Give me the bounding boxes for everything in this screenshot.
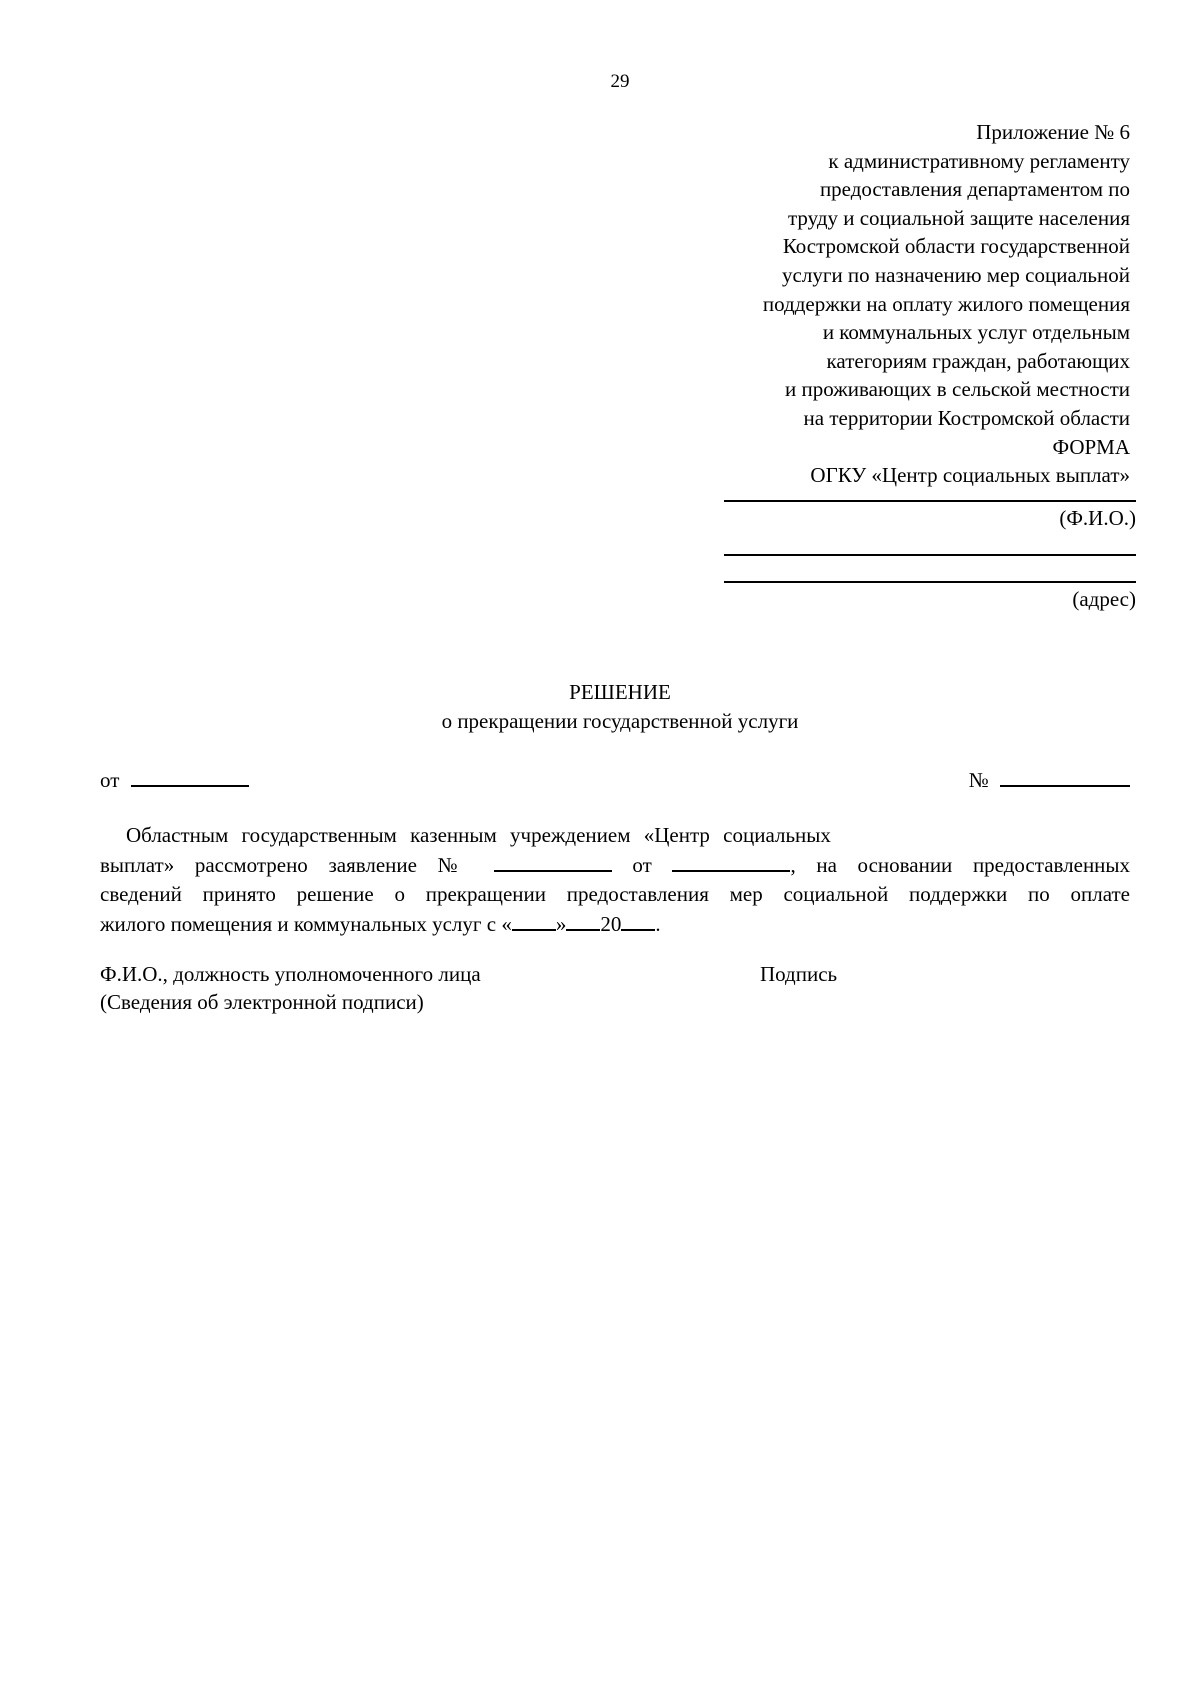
appendix-line: и коммунальных услуг отдельным xyxy=(822,320,1130,345)
e-signature-info: (Сведения об электронной подписи) xyxy=(100,990,424,1014)
body-text-segment: жилого помещения и коммунальных услуг с « xyxy=(100,912,512,936)
body-text-segment: . xyxy=(655,912,661,936)
number-blank xyxy=(1000,765,1130,787)
appendix-line: поддержки на оплату жилого помещения xyxy=(762,291,1130,316)
body-text-segment: » xyxy=(555,912,567,936)
appendix-line: Приложение № 6 xyxy=(976,120,1130,144)
appendix-line: Костромской области государственной xyxy=(782,234,1130,259)
year-blank xyxy=(621,909,655,931)
application-date-blank xyxy=(672,850,790,872)
number-field xyxy=(969,765,1130,793)
appendix-line: и проживающих в сельской местности xyxy=(785,377,1130,402)
signature-row xyxy=(100,960,1000,988)
body-line-3: сведений принято решение о прекращении предоставления мер социальной поддержки по оплате xyxy=(100,882,1130,906)
decision-body xyxy=(100,821,1130,939)
address-line-1 xyxy=(724,554,1136,556)
signature-block xyxy=(100,960,1000,1016)
body-line-4 xyxy=(100,909,1130,939)
official-label: Ф.И.О., должность уполномоченного лица xyxy=(100,962,481,986)
number-label: № xyxy=(968,768,989,792)
address-caption: (адрес) xyxy=(1072,587,1136,611)
application-number-blank xyxy=(494,850,612,872)
body-text-segment: , на основании предоставленных xyxy=(790,853,1131,877)
body-text-segment: выплат» рассмотрено заявление № xyxy=(100,853,474,877)
from-label: от xyxy=(100,768,120,792)
fio-line xyxy=(724,500,1136,502)
appendix-line: категориям граждан, работающих xyxy=(826,348,1130,373)
appendix-line: к административному регламенту xyxy=(828,148,1130,173)
date-field xyxy=(100,765,249,793)
appendix-line: на территории Костромской области xyxy=(803,405,1130,430)
body-line-1: Областным государственным казенным учреждением «Центр социальных xyxy=(126,823,831,847)
address-line-2 xyxy=(724,581,1136,583)
signature-label: Подпись xyxy=(760,962,838,986)
date-blank xyxy=(131,765,249,787)
month-blank xyxy=(566,909,600,931)
fio-caption: (Ф.И.О.) xyxy=(1059,506,1136,530)
recipient-block xyxy=(724,500,1136,613)
body-text-segment: 20 xyxy=(600,912,622,936)
decision-subheading: о прекращении государственной услуги xyxy=(441,709,799,733)
date-number-row xyxy=(100,765,1130,795)
organization-name: ОГКУ «Центр социальных выплат» xyxy=(810,463,1130,488)
decision-heading: РЕШЕНИЕ xyxy=(569,680,671,704)
day-blank xyxy=(512,909,556,931)
page-number: 29 xyxy=(610,71,630,92)
decision-title-block xyxy=(0,678,1200,736)
body-text-segment: от xyxy=(632,853,652,877)
appendix-line: услуги по назначению мер социальной xyxy=(782,262,1130,287)
appendix-line: труду и социальной защите населения xyxy=(787,205,1130,230)
appendix-line: предоставления департаментом по xyxy=(819,177,1130,202)
form-label: ФОРМА xyxy=(1052,434,1130,459)
body-line-2 xyxy=(100,850,1130,880)
appendix-header xyxy=(610,118,1130,490)
